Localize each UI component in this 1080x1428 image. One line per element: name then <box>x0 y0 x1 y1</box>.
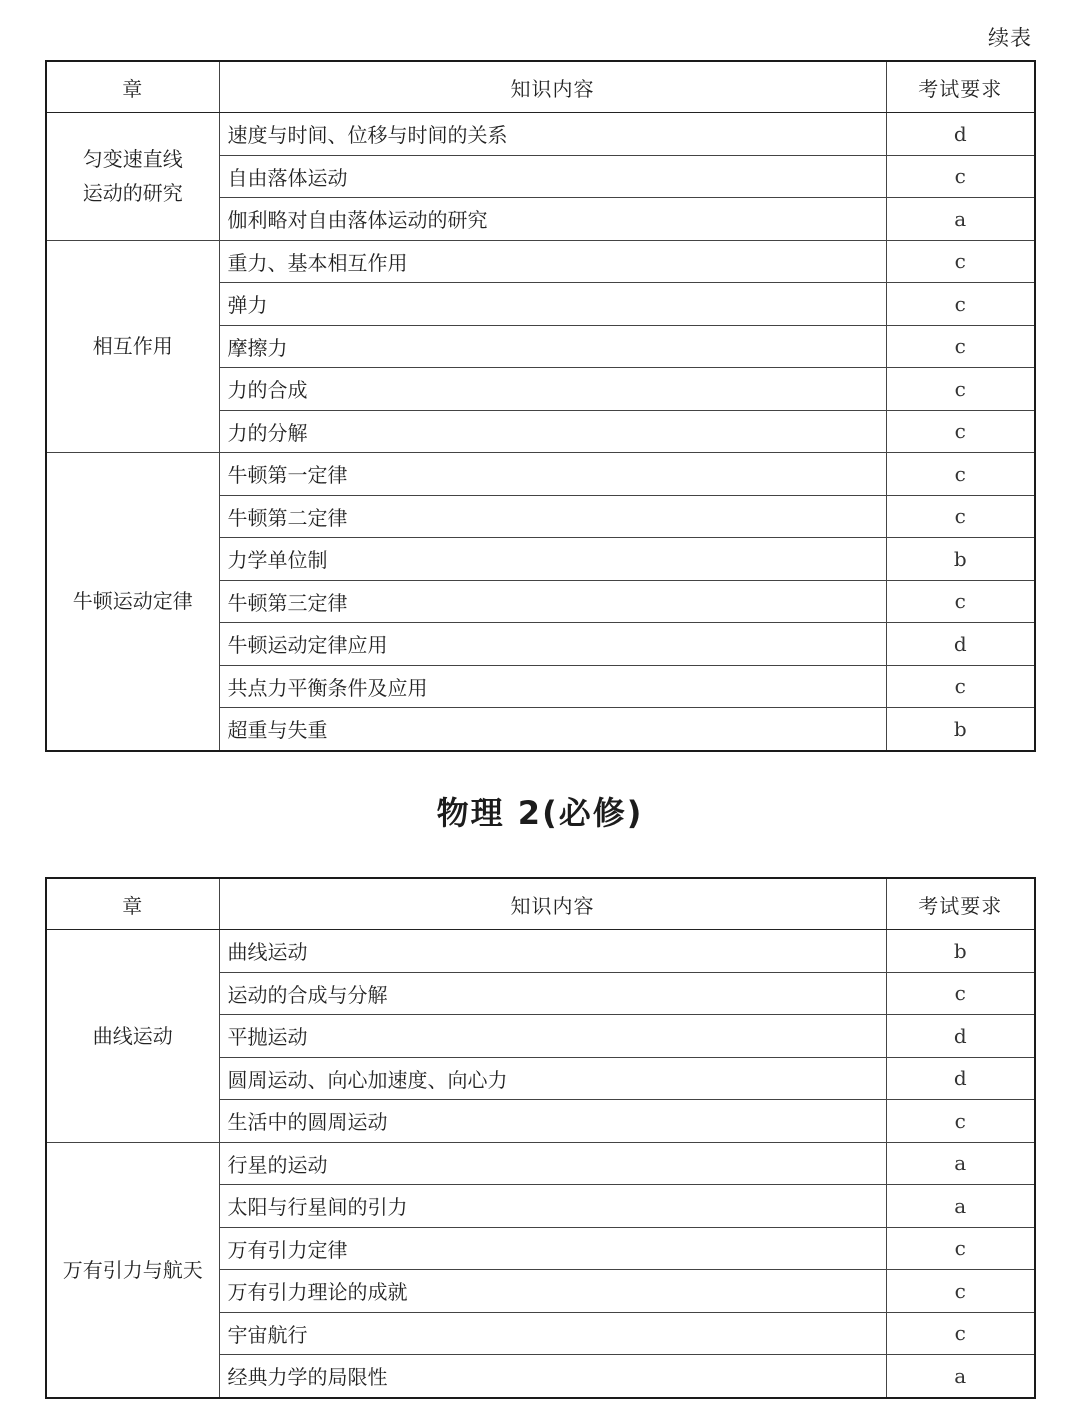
chapter-cell <box>46 453 219 751</box>
knowledge-content-cell: 超重与失重 <box>219 708 886 751</box>
chapter-name-line: 匀变速直线 <box>82 147 183 172</box>
knowledge-content-cell: 重力、基本相互作用 <box>219 240 886 283</box>
knowledge-content-cell: 行星的运动 <box>219 1142 886 1185</box>
requirement-level-cell: c <box>886 1312 1035 1355</box>
chapter-cell <box>46 240 219 453</box>
requirement-level-cell: c <box>886 580 1035 623</box>
chapter-name-line: 牛顿运动定律 <box>72 589 193 614</box>
knowledge-content-cell: 生活中的圆周运动 <box>219 1100 886 1143</box>
section-title: 物理 2(必修) <box>436 794 644 832</box>
knowledge-content-cell: 圆周运动、向心加速度、向心力 <box>219 1057 886 1100</box>
continuation-label: 续表 <box>988 26 1032 50</box>
table-row <box>46 240 1035 283</box>
requirement-level-cell: c <box>886 240 1035 283</box>
requirement-level-cell: c <box>886 972 1035 1015</box>
chapter-cell <box>46 930 219 1143</box>
header-chapter: 章 <box>46 61 219 113</box>
requirement-level-cell: a <box>886 198 1035 241</box>
knowledge-content-cell: 万有引力定律 <box>219 1227 886 1270</box>
header-requirement: 考试要求 <box>886 878 1035 930</box>
knowledge-content-cell: 力的分解 <box>219 410 886 453</box>
requirement-level-cell: a <box>886 1355 1035 1398</box>
chapter-name-line: 运动的研究 <box>82 181 183 206</box>
requirement-level-cell: d <box>886 113 1035 156</box>
requirement-level-cell: c <box>886 410 1035 453</box>
requirement-level-cell: b <box>886 538 1035 581</box>
knowledge-content-cell: 速度与时间、位移与时间的关系 <box>219 113 886 156</box>
requirement-level-cell: c <box>886 1270 1035 1313</box>
knowledge-content-cell: 牛顿第一定律 <box>219 453 886 496</box>
knowledge-content-cell: 伽利略对自由落体运动的研究 <box>219 198 886 241</box>
chapter-name-line: 相互作用 <box>92 334 173 359</box>
exam-requirements-table-1 <box>45 60 1036 752</box>
knowledge-content-cell: 牛顿第二定律 <box>219 495 886 538</box>
knowledge-content-cell: 万有引力理论的成就 <box>219 1270 886 1313</box>
knowledge-content-cell: 经典力学的局限性 <box>219 1355 886 1398</box>
requirement-level-cell: b <box>886 708 1035 751</box>
knowledge-content-cell: 牛顿运动定律应用 <box>219 623 886 666</box>
knowledge-content-cell: 牛顿第三定律 <box>219 580 886 623</box>
requirement-level-cell: b <box>886 930 1035 973</box>
requirement-level-cell: d <box>886 623 1035 666</box>
requirement-level-cell: c <box>886 1100 1035 1143</box>
table-row <box>46 1142 1035 1185</box>
requirement-level-cell: c <box>886 495 1035 538</box>
table-row <box>46 453 1035 496</box>
requirement-level-cell: c <box>886 665 1035 708</box>
requirement-level-cell: c <box>886 325 1035 368</box>
header-content: 知识内容 <box>219 878 886 930</box>
requirement-level-cell: a <box>886 1185 1035 1228</box>
header-requirement: 考试要求 <box>886 61 1035 113</box>
table-1-body <box>46 113 1035 751</box>
knowledge-content-cell: 太阳与行星间的引力 <box>219 1185 886 1228</box>
header-chapter: 章 <box>46 878 219 930</box>
knowledge-content-cell: 曲线运动 <box>219 930 886 973</box>
knowledge-content-cell: 平抛运动 <box>219 1015 886 1058</box>
table-row <box>46 113 1035 156</box>
header-content: 知识内容 <box>219 61 886 113</box>
chapter-name-line: 万有引力与航天 <box>62 1257 203 1282</box>
knowledge-content-cell: 弹力 <box>219 283 886 326</box>
knowledge-content-cell: 共点力平衡条件及应用 <box>219 665 886 708</box>
knowledge-content-cell: 运动的合成与分解 <box>219 972 886 1015</box>
knowledge-content-cell: 力的合成 <box>219 368 886 411</box>
chapter-cell <box>46 113 219 241</box>
knowledge-content-cell: 摩擦力 <box>219 325 886 368</box>
requirement-level-cell: c <box>886 283 1035 326</box>
chapter-cell <box>46 1142 219 1398</box>
exam-requirements-table-2 <box>45 877 1036 1399</box>
requirement-level-cell: c <box>886 453 1035 496</box>
requirement-level-cell: c <box>886 155 1035 198</box>
knowledge-content-cell: 宇宙航行 <box>219 1312 886 1355</box>
requirement-level-cell: c <box>886 1227 1035 1270</box>
table-2-body <box>46 930 1035 1398</box>
knowledge-content-cell: 力学单位制 <box>219 538 886 581</box>
table-row <box>46 930 1035 973</box>
requirement-level-cell: d <box>886 1015 1035 1058</box>
requirement-level-cell: c <box>886 368 1035 411</box>
table-header-row <box>46 878 1035 930</box>
knowledge-content-cell: 自由落体运动 <box>219 155 886 198</box>
requirement-level-cell: a <box>886 1142 1035 1185</box>
table-header-row <box>46 61 1035 113</box>
requirement-level-cell: d <box>886 1057 1035 1100</box>
chapter-name-line: 曲线运动 <box>92 1023 173 1048</box>
